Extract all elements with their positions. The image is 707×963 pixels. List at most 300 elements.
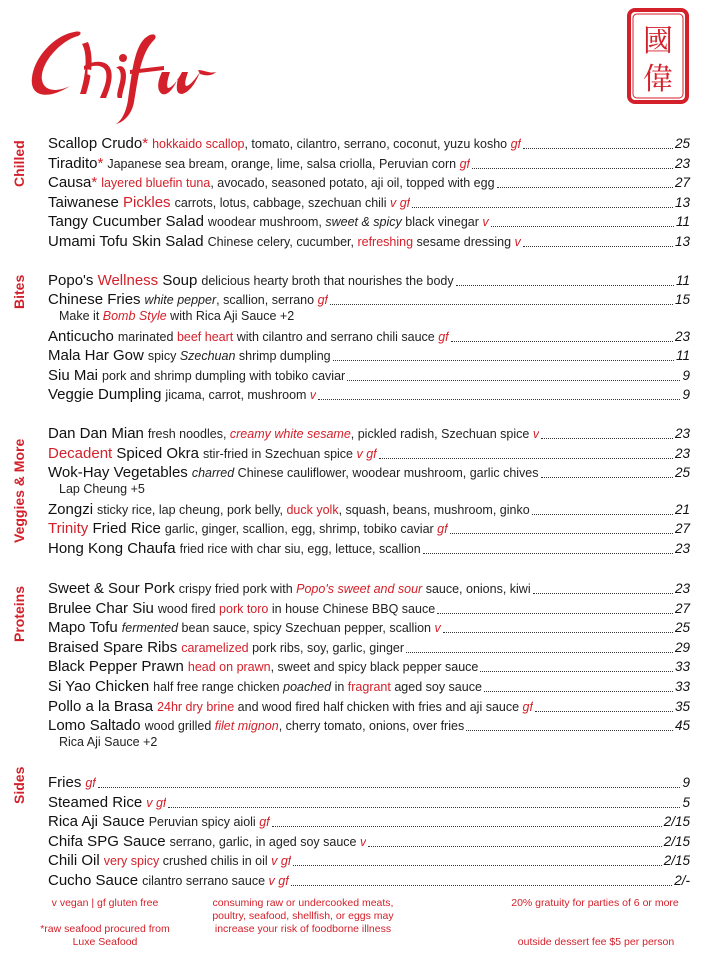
item-price: 23 (674, 328, 690, 344)
item-name (48, 291, 141, 308)
menu-item (48, 328, 690, 347)
leader-dots (333, 360, 674, 361)
text-segment: Pickles (123, 193, 171, 211)
text-segment: Si Yao Chicken (48, 678, 150, 695)
text-segment: with cilantro and serrano chili sauce (233, 329, 439, 344)
leader-dots (318, 399, 680, 400)
text-segment: woodear mushroom, (207, 215, 326, 230)
item-price: 27 (674, 600, 690, 616)
item-name (48, 813, 145, 830)
leader-dots (480, 671, 673, 672)
item-addon (59, 309, 294, 323)
text-segment: Wok-Hay Vegetables (48, 464, 188, 481)
item-description (208, 215, 489, 229)
text-segment: v gf (389, 195, 411, 210)
text-segment: Sweet & Sour Pork (48, 580, 175, 597)
text-segment: , tomato, cilantro, serrano, coconut, yuzu kosho (244, 137, 511, 151)
text-segment: Dan Dan Mian (48, 425, 144, 442)
menu-item (48, 872, 690, 891)
item-description (175, 196, 411, 210)
item-description (149, 815, 270, 829)
menu-item (48, 833, 690, 852)
item-name (48, 658, 184, 675)
text-segment: with Rica Aji Sauce +2 (166, 308, 295, 323)
leader-dots (541, 477, 673, 478)
text-segment: caramelized (181, 640, 249, 655)
leader-dots (451, 341, 673, 342)
leader-dots (523, 246, 673, 247)
item-price: 25 (674, 620, 690, 636)
menu-item (48, 774, 690, 793)
item-description (101, 176, 494, 190)
text-segment: carrots, lotus, cabbage, szechuan chili (174, 195, 390, 210)
text-segment: cilantro serrano sauce (142, 874, 269, 888)
text-segment: gf (438, 329, 449, 344)
text-segment: sauce, onions, kiwi (422, 582, 531, 596)
text-segment: Steamed Rice (48, 793, 143, 811)
menu-item (48, 520, 690, 539)
text-segment: Chili Oil (48, 852, 100, 870)
item-price: 11 (675, 348, 690, 364)
text-segment: Bomb Style (102, 308, 167, 323)
menu-item (48, 639, 690, 658)
item-name (48, 639, 177, 656)
text-segment: Tangy Cucumber Salad (48, 213, 204, 231)
item-description (145, 719, 465, 733)
text-segment: , pickled radish, Szechuan spice (350, 427, 533, 441)
menu-item (48, 580, 690, 599)
item-name (48, 520, 161, 537)
item-description (188, 660, 478, 674)
text-segment: spicy (147, 349, 180, 364)
leader-dots (406, 652, 673, 653)
text-segment: Anticucho (48, 327, 114, 345)
text-segment: wood fired (157, 601, 220, 616)
diet-legend: v vegan | gf gluten free (51, 897, 159, 909)
text-segment: stir-fried in Szechuan spice (202, 446, 357, 461)
item-description (201, 274, 453, 288)
text-segment: gf (85, 776, 96, 790)
text-segment: serrano, garlic, in aged soy sauce (169, 834, 360, 849)
menu-item (48, 852, 690, 871)
item-description (102, 369, 345, 383)
text-segment: * (91, 174, 98, 192)
item-price: 23 (674, 540, 690, 556)
menu-item (48, 425, 690, 444)
menu-item (48, 794, 690, 813)
text-segment: Taiwanese (48, 193, 124, 211)
text-segment: Spiced Okra (112, 444, 199, 462)
menu-item (48, 272, 690, 291)
leader-dots (168, 807, 680, 808)
item-description (179, 582, 531, 596)
item-name (48, 194, 171, 211)
menu-item (48, 155, 690, 174)
item-description (145, 293, 328, 307)
item-name (48, 386, 161, 403)
text-segment: Tiradito (48, 154, 98, 172)
text-segment: , squash, beans, mushroom, ginko (338, 502, 530, 517)
text-segment: wood grilled (144, 719, 215, 734)
menu-item (48, 658, 690, 677)
text-segment: * (142, 135, 149, 152)
item-addon (59, 482, 145, 496)
item-name (48, 872, 138, 889)
leader-dots (423, 553, 673, 554)
leader-dots (291, 885, 673, 886)
item-price: 21 (674, 501, 690, 517)
leader-dots (293, 865, 661, 866)
menu-item (48, 291, 690, 310)
text-segment: Zongzi (48, 500, 94, 518)
text-segment: Chinese Fries (48, 291, 141, 309)
item-price: 33 (674, 659, 690, 675)
text-segment: fried rice with char siu, egg, lettuce, scallion (179, 541, 421, 556)
text-segment: gf (437, 522, 448, 536)
text-segment: v (434, 621, 441, 636)
item-name (48, 540, 176, 557)
item-name (48, 347, 144, 364)
text-segment: aged soy sauce (390, 680, 482, 694)
text-segment: Wellness (97, 272, 159, 289)
text-segment: Szechuan (179, 349, 236, 364)
item-price: 33 (674, 679, 690, 694)
text-segment: hokkaido scallop (152, 137, 245, 151)
item-price: 45 (674, 718, 690, 734)
text-segment: Popo's (48, 272, 98, 289)
text-segment: , cherry tomato, onions, over fries (278, 719, 465, 734)
text-segment: marinated (117, 329, 177, 344)
item-price: 9 (682, 387, 690, 402)
item-price: 9 (682, 367, 690, 383)
text-segment: v gf (146, 795, 167, 810)
text-segment: Hong Kong Chaufa (48, 539, 176, 557)
leader-dots (443, 632, 673, 633)
section-label: Veggies & More (11, 438, 27, 544)
menu-item (48, 135, 690, 154)
text-segment: v (514, 235, 521, 249)
item-name (48, 619, 118, 636)
text-segment: Chifa SPG Sauce (48, 832, 166, 850)
text-segment: Umami Tofu Skin Salad (48, 233, 204, 250)
item-price: 35 (674, 698, 690, 714)
item-description (152, 137, 521, 151)
item-description (180, 542, 421, 556)
item-price: 5 (682, 794, 690, 810)
item-price: 23 (674, 426, 690, 441)
item-price: 2/- (674, 873, 690, 888)
item-name (48, 135, 148, 152)
text-segment: fermented (121, 621, 179, 636)
text-segment: jicama, carrot, mushroom (165, 388, 310, 402)
text-segment: Japanese sea bream, orange, lime, salsa criolla, Peruvian corn (107, 156, 460, 171)
text-segment: shrimp dumpling (235, 349, 331, 364)
leader-dots (368, 846, 662, 847)
leader-dots (484, 691, 673, 692)
text-segment: black vinegar (401, 215, 483, 230)
text-segment: v gf (271, 854, 292, 869)
item-description (165, 388, 316, 402)
menu-item (48, 464, 690, 483)
item-name (48, 233, 204, 250)
svg-text:國: 國 (643, 24, 673, 59)
item-price: 23 (674, 581, 690, 596)
item-name (48, 794, 142, 811)
item-name (48, 425, 144, 442)
menu-item (48, 501, 690, 520)
text-segment: in (331, 680, 348, 694)
section-label: Chilled (11, 140, 27, 188)
item-price: 11 (675, 214, 690, 230)
text-segment: duck yolk (286, 502, 339, 517)
text-segment: Black Pepper Prawn (48, 658, 184, 676)
text-segment: Make it (59, 308, 103, 323)
menu-item (48, 445, 690, 464)
menu-item (48, 213, 690, 232)
menu-item (48, 698, 690, 717)
item-description (157, 700, 533, 714)
gratuity-note: 20% gratuity for parties of 6 or more (511, 897, 679, 909)
text-segment: v (532, 427, 540, 441)
item-name (48, 445, 199, 462)
text-segment: creamy white sesame (229, 427, 351, 441)
text-segment: pork and shrimp dumpling with tobiko caviar (102, 368, 346, 383)
health-warning: consuming raw or undercooked meats, poultry, seafood, shellfish, or eggs may increase your risk of foodborne illness (212, 897, 394, 935)
item-price: 25 (674, 465, 690, 480)
text-segment: v (482, 215, 489, 230)
item-description (192, 466, 539, 480)
text-segment: poached (283, 680, 332, 694)
item-name (48, 833, 166, 850)
item-name (48, 328, 114, 345)
item-price: 23 (674, 445, 690, 461)
text-segment: fragrant (347, 680, 391, 694)
text-segment: v gf (356, 446, 377, 461)
leader-dots (456, 285, 674, 286)
text-segment: very spicy (103, 854, 160, 869)
text-segment: Braised Spare Ribs (48, 638, 178, 656)
text-segment: Cucho Sauce (48, 872, 139, 889)
item-price: 27 (674, 175, 690, 191)
item-name (48, 698, 153, 715)
item-description (181, 641, 404, 655)
text-segment: Rica Aji Sauce (48, 813, 145, 831)
text-segment: Rica Aji Sauce +2 (59, 734, 158, 749)
item-description (146, 796, 166, 810)
text-segment: v (359, 834, 367, 849)
menu-item (48, 347, 690, 366)
menu-item (48, 194, 690, 213)
leader-dots (533, 593, 673, 594)
item-name (48, 580, 175, 597)
text-segment: head on prawn (187, 660, 271, 675)
text-segment: Trinity (48, 520, 89, 537)
text-segment: Scallop Crudo (48, 135, 143, 152)
text-segment: Popo's sweet and sour (296, 582, 423, 596)
text-segment: Chinese cauliflower, woodear mushroom, garlic chives (234, 466, 539, 480)
item-addon (59, 735, 157, 749)
text-segment: v (309, 388, 317, 402)
text-segment: garlic, ginger, scallion, egg, shrimp, tobiko caviar (164, 522, 438, 536)
text-segment: , sweet and spicy black pepper sauce (270, 660, 479, 675)
item-price: 13 (674, 194, 690, 210)
section-label: Bites (11, 274, 27, 310)
item-description (104, 854, 292, 868)
raw-seafood-note: *raw seafood procured from Luxe Seafood (40, 923, 170, 948)
item-price: 2/15 (663, 833, 690, 849)
text-segment: bean sauce, spicy Szechuan pepper, scallion (178, 621, 435, 636)
item-name (48, 600, 154, 617)
leader-dots (98, 787, 681, 788)
item-price: 13 (674, 234, 690, 249)
item-price: 11 (675, 273, 690, 288)
item-price: 15 (674, 292, 690, 308)
text-segment: Chinese celery, cucumber, (207, 235, 358, 249)
text-segment: Fries (48, 774, 82, 791)
text-segment: gf (259, 815, 270, 830)
leader-dots (437, 613, 673, 614)
item-name (48, 717, 141, 734)
leader-dots (379, 458, 673, 459)
item-price: 23 (674, 155, 690, 171)
item-name (48, 464, 188, 481)
text-segment: Fried Rice (88, 520, 161, 537)
text-segment: layered bluefin tuna (101, 176, 211, 191)
leader-dots (472, 168, 673, 169)
item-description (158, 602, 435, 616)
item-description (97, 503, 530, 517)
item-description (118, 330, 449, 344)
text-segment: half free range chicken (153, 680, 284, 694)
text-segment: Brulee Char Siu (48, 599, 154, 617)
text-segment: Peruvian spicy aioli (148, 815, 260, 830)
menu-item (48, 540, 690, 559)
item-name (48, 272, 197, 289)
item-name (48, 852, 100, 869)
menu-item (48, 367, 690, 386)
text-segment: , scallion, serrano (216, 293, 318, 308)
leader-dots (523, 148, 673, 149)
item-name (48, 678, 149, 695)
text-segment: delicious hearty broth that nourishes the body (201, 274, 454, 288)
text-segment: * (97, 154, 104, 172)
item-description (148, 349, 331, 363)
text-segment: , avocado, seasoned potato, aji oil, topped with egg (210, 176, 495, 191)
menu-item (48, 233, 690, 252)
item-description (153, 680, 482, 694)
text-segment: Pollo a la Brasa (48, 697, 154, 715)
text-segment: and wood fired half chicken with fries and aji sauce (234, 699, 523, 714)
menu-item (48, 678, 690, 697)
item-name (48, 174, 97, 191)
dessert-fee-note: outside dessert fee $5 per person (517, 936, 675, 948)
leader-dots (412, 207, 673, 208)
item-price: 2/15 (663, 814, 690, 830)
menu-item (48, 600, 690, 619)
text-segment: sticky rice, lap cheung, pork belly, (97, 502, 287, 517)
text-segment: Mala Har Gow (48, 347, 144, 365)
text-segment: gf (317, 293, 328, 308)
item-description (142, 874, 289, 888)
item-price: 25 (674, 136, 690, 151)
seal-stamp (626, 7, 690, 105)
leader-dots (272, 826, 662, 827)
svg-text:偉: 偉 (643, 62, 673, 97)
text-segment: Siu Mai (48, 366, 99, 384)
item-description (203, 447, 377, 461)
text-segment: pork toro (219, 601, 269, 616)
item-name (48, 774, 81, 791)
text-segment: refreshing (357, 235, 414, 249)
text-segment: Mapo Tofu (48, 619, 118, 637)
leader-dots (466, 730, 673, 731)
item-description (148, 427, 539, 441)
text-segment: beef heart (176, 329, 234, 344)
item-name (48, 367, 98, 384)
menu-item (48, 813, 690, 832)
item-description (107, 157, 470, 171)
item-description (208, 235, 521, 249)
text-segment: Lap Cheung +5 (59, 481, 145, 496)
text-segment: v gf (268, 874, 289, 888)
leader-dots (330, 304, 673, 305)
leader-dots (535, 711, 673, 712)
text-segment: Decadent (48, 444, 113, 462)
leader-dots (541, 438, 673, 439)
text-segment: fresh noodles, (147, 427, 230, 441)
text-segment: crushed chilis in oil (159, 854, 272, 869)
item-description (122, 621, 441, 635)
menu-item (48, 717, 690, 736)
leader-dots (347, 380, 680, 381)
leader-dots (491, 226, 674, 227)
menu-item (48, 386, 690, 405)
item-price: 29 (674, 639, 690, 655)
text-segment: gf (459, 156, 471, 171)
menu-item (48, 619, 690, 638)
menu-item (48, 174, 690, 193)
item-price: 27 (674, 521, 690, 536)
item-name (48, 155, 103, 172)
item-description (170, 835, 367, 849)
leader-dots (497, 187, 673, 188)
text-segment: crispy fried pork with (178, 582, 297, 596)
chifa-logo (22, 14, 222, 126)
text-segment: in house Chinese BBQ sauce (268, 601, 436, 616)
text-segment: 24hr dry brine (157, 699, 235, 714)
text-segment: sweet & spicy (325, 215, 402, 230)
text-segment: Causa (48, 174, 92, 192)
text-segment: white pepper (144, 293, 217, 308)
text-segment: Lomo Saltado (48, 717, 141, 735)
text-segment: sesame dressing (413, 235, 515, 249)
section-label: Sides (11, 766, 27, 804)
text-segment: Veggie Dumpling (48, 386, 162, 403)
item-price: 9 (682, 775, 690, 790)
item-name (48, 501, 93, 518)
text-segment: gf (522, 699, 533, 714)
leader-dots (532, 514, 673, 515)
text-segment: pork ribs, soy, garlic, ginger (248, 640, 405, 655)
item-name (48, 213, 204, 230)
text-segment: Soup (158, 272, 198, 289)
text-segment: gf (510, 137, 522, 151)
item-price: 2/15 (663, 853, 690, 869)
item-description (165, 522, 448, 536)
section-label: Proteins (11, 586, 27, 643)
leader-dots (450, 533, 673, 534)
item-description (85, 776, 95, 790)
